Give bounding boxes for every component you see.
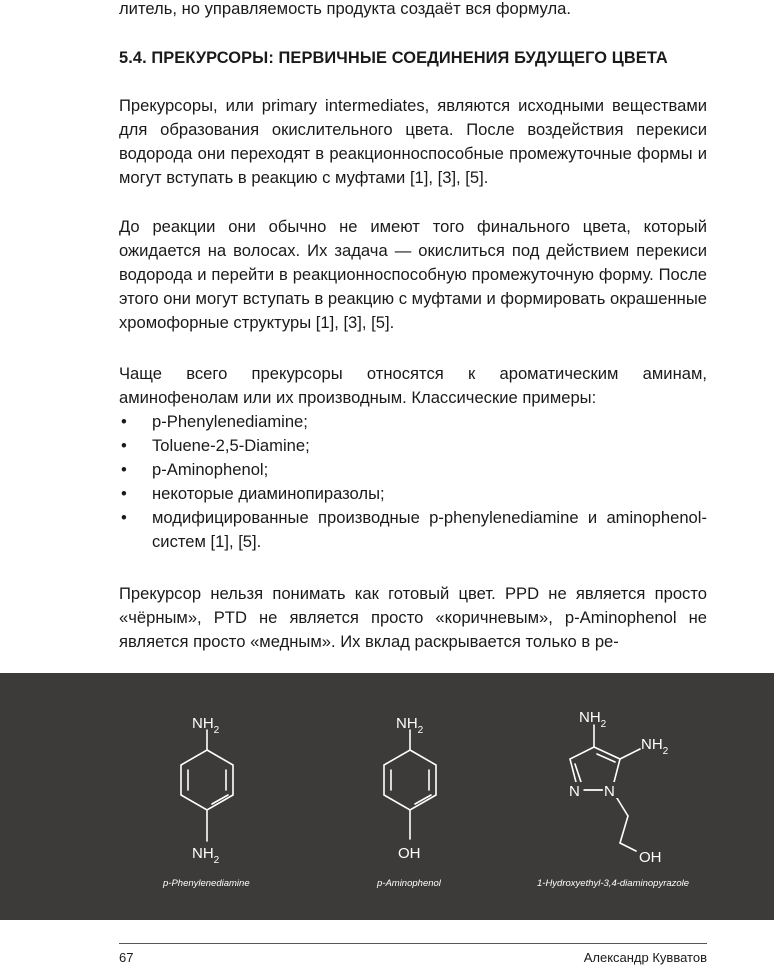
nh2-label-top: $NH_2$ bbox=[192, 715, 220, 736]
paragraph-precursor-not-color: Прекурсор нельзя понимать как готовый цвет. PPD не является просто «чёрным», PTD не является просто «коричневым», p-Aminophenol не является просто «медным». Их вклад раскрывается только в ре- bbox=[119, 584, 707, 651]
bullet-marker: • bbox=[121, 508, 127, 527]
top-line-text: литель, но управляемость продукта создаёт вся формула. bbox=[119, 0, 572, 18]
list-item bbox=[119, 410, 707, 434]
section-heading: 5.4. ПРЕКУРСОРЫ: ПЕРВИЧНЫЕ СОЕДИНЕНИЯ БУДУЩЕГО ЦВЕТА bbox=[119, 49, 668, 67]
list-item-text: p-Phenylenediamine; bbox=[152, 412, 308, 431]
caption-hydroxyethyl-diaminopyrazole: 1-Hydroxyethyl-3,4-diaminopyrazole bbox=[537, 878, 690, 889]
paragraph-precursors-definition: Прекурсоры, или primary intermediates, являются исходными веществами для образования окислительного цвета. После воздействия перекиси водорода они переходят в реакционноспособные промежуточные формы и могут вступать в реакцию с муфтами [1], [3], [5]. bbox=[119, 96, 707, 187]
footer-divider bbox=[119, 943, 707, 944]
paragraph-precursors-role: До реакции они обычно не имеют того финального цвета, который ожидается на волосах. Их задача — окислиться под действием перекиси водорода и перейти в реакционноспособную промежуточную форму. После этого они могут вступать в реакцию с муфтами и формировать окрашенные хромофорные структуры [1], [3], [5]. bbox=[119, 217, 707, 332]
precursor-examples-list bbox=[119, 410, 707, 554]
ethyl-bond-2 bbox=[620, 816, 628, 843]
list-item bbox=[119, 482, 707, 506]
list-item-text: Toluene-2,5-Diamine; bbox=[152, 436, 310, 455]
list-item-text: некоторые диаминопиразолы; bbox=[152, 484, 385, 503]
n-label-2: N bbox=[569, 783, 580, 800]
nh2-label: $NH_2$ bbox=[396, 715, 424, 736]
caption-p-phenylenediamine: p-Phenylenediamine bbox=[163, 878, 250, 889]
list-item bbox=[119, 434, 707, 458]
structures-figure-panel bbox=[0, 673, 774, 920]
structure-p-phenylenediamine bbox=[181, 715, 233, 866]
bullet-marker: • bbox=[121, 460, 127, 479]
oh-label: OH bbox=[398, 845, 421, 862]
structure-p-aminophenol bbox=[384, 715, 436, 862]
list-item bbox=[119, 506, 707, 554]
list-item-text: p-Aminophenol; bbox=[152, 460, 269, 479]
structure-hydroxyethyl-diaminopyrazole bbox=[566, 709, 669, 866]
n-label-1: N bbox=[604, 783, 615, 800]
nh2-label-bottom: $NH_2$ bbox=[192, 845, 220, 866]
bullet-marker: • bbox=[121, 436, 127, 455]
caption-p-aminophenol: p-Aminophenol bbox=[377, 878, 441, 889]
nh2-label-3: $NH_2$ bbox=[641, 736, 669, 757]
footer-author: Александр Кувватов bbox=[583, 950, 707, 965]
list-item-text: модифицированные производные p-phenylenediamine и aminophenol-систем [1], [5]. bbox=[152, 508, 707, 551]
bullet-marker: • bbox=[121, 484, 127, 503]
bullet-marker: • bbox=[121, 412, 127, 431]
ethyl-bond-3 bbox=[620, 843, 636, 851]
list-item bbox=[119, 458, 707, 482]
page-number: 67 bbox=[119, 950, 134, 965]
nh2-label-4: $NH_2$ bbox=[579, 709, 607, 730]
paragraph-precursors-classes: Чаще всего прекурсоры относятся к ароматическим аминам, аминофенолам или их производным. Классические примеры: bbox=[119, 364, 707, 407]
oh-label: OH bbox=[639, 849, 662, 866]
amine-bond-3 bbox=[620, 749, 640, 759]
